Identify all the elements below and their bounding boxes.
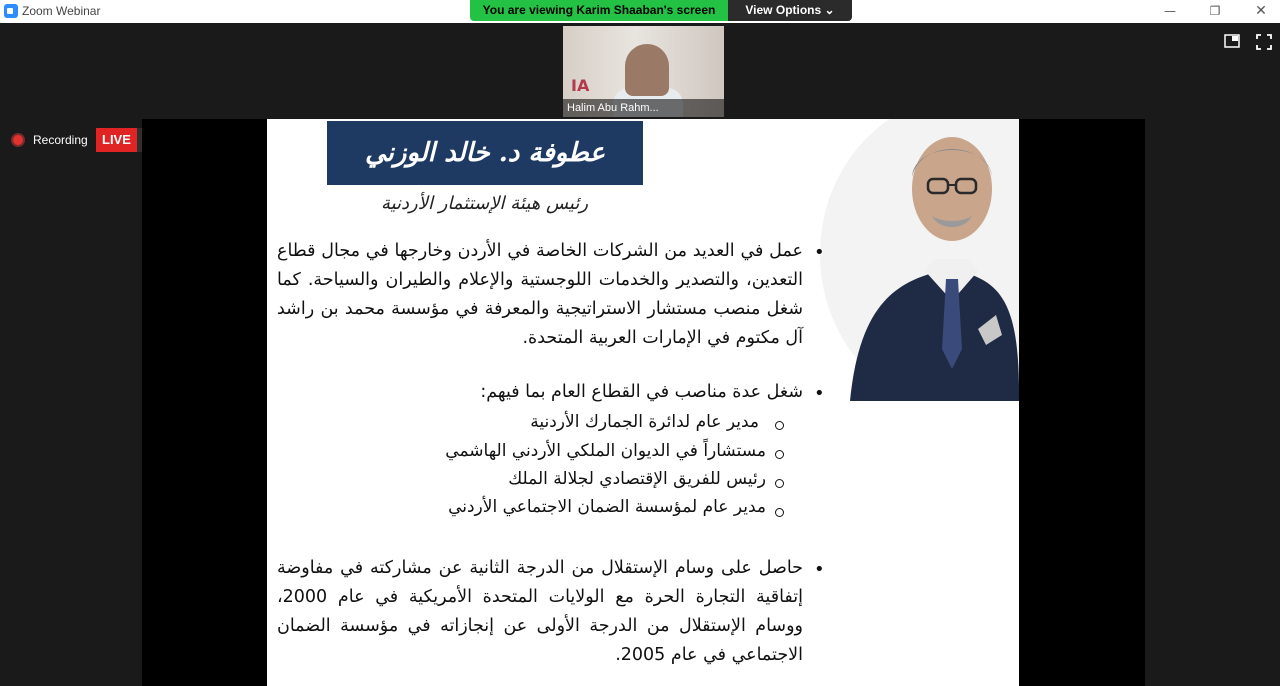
participant-avatar bbox=[625, 44, 669, 96]
presentation-slide bbox=[267, 119, 1019, 686]
recording-dot-icon bbox=[11, 133, 25, 147]
sub-bullet-circle-icon bbox=[775, 421, 784, 430]
close-icon[interactable]: ✕ bbox=[1255, 3, 1267, 19]
speaker-view-icon[interactable] bbox=[1224, 34, 1240, 52]
minimize-icon[interactable]: — bbox=[1164, 4, 1176, 18]
live-badge: LIVE bbox=[96, 128, 137, 152]
slide-subtitle: رئيس هيئة الإستثمار الأردنية bbox=[380, 193, 589, 214]
participant-name: Halim Abu Rahm... bbox=[563, 99, 724, 117]
view-options-label: View Options bbox=[745, 3, 822, 17]
sub-bullet-circle-icon bbox=[775, 508, 784, 517]
recording-label: Recording bbox=[33, 133, 88, 147]
position-item: رئيس للفريق الإقتصادي لجلالة الملك bbox=[508, 469, 766, 489]
bullet-awards: حاصل على وسام الإستقلال من الدرجة الثانية عن مشاركته في مفاوضة إتفاقية التجارة الحرة مع الولايات المتحدة الأمريكية في عام 2000، ووسام الإستقلال من الدرجة الأولى عن إنجازاته في مؤسسة الضمان الاجتماعي في عام 2005. bbox=[277, 558, 803, 665]
fullscreen-icon[interactable] bbox=[1256, 34, 1272, 54]
recording-indicator[interactable] bbox=[11, 129, 88, 151]
bullet-dot-icon: • bbox=[814, 383, 825, 404]
position-item: مدير عام لدائرة الجمارك الأردنية bbox=[530, 412, 759, 432]
restore-icon[interactable]: ❐ bbox=[1209, 4, 1221, 18]
bullet-public-sector: شغل عدة مناصب في القطاع العام بما فيهم: bbox=[480, 382, 803, 402]
position-item: مستشاراً في الديوان الملكي الأردني الهاشمي bbox=[445, 441, 766, 461]
sub-bullet-circle-icon bbox=[775, 479, 784, 488]
view-options-button[interactable] bbox=[728, 0, 852, 21]
participant-video-thumbnail[interactable] bbox=[563, 26, 724, 117]
app-title: Zoom Webinar bbox=[22, 4, 101, 18]
organization-logo: IA bbox=[571, 76, 590, 95]
slide-title: عطوفة د. خالد الوزني bbox=[327, 121, 643, 185]
speaker-portrait bbox=[820, 119, 1019, 401]
zoom-logo-icon bbox=[4, 4, 18, 18]
chevron-down-icon: ⌄ bbox=[824, 3, 835, 17]
position-item: مدير عام لمؤسسة الضمان الاجتماعي الأردني bbox=[448, 497, 766, 517]
bullet-dot-icon: • bbox=[814, 559, 825, 580]
bullet-experience: عمل في العديد من الشركات الخاصة في الأردن وخارجها في مجال قطاع التعدين، والتصدير والخدمات اللوجستية والإعلام والطيران والسياحة. كما شغل منصب مستشار الاستراتيجية والمعرفة في مؤسسة محمد بن راشد آل مكتوم في الإمارات العربية المتحدة. bbox=[277, 241, 803, 348]
bullet-dot-icon: • bbox=[814, 242, 825, 263]
viewing-screen-banner: You are viewing Karim Shaaban's screen bbox=[470, 0, 728, 21]
sub-bullet-circle-icon bbox=[775, 450, 784, 459]
